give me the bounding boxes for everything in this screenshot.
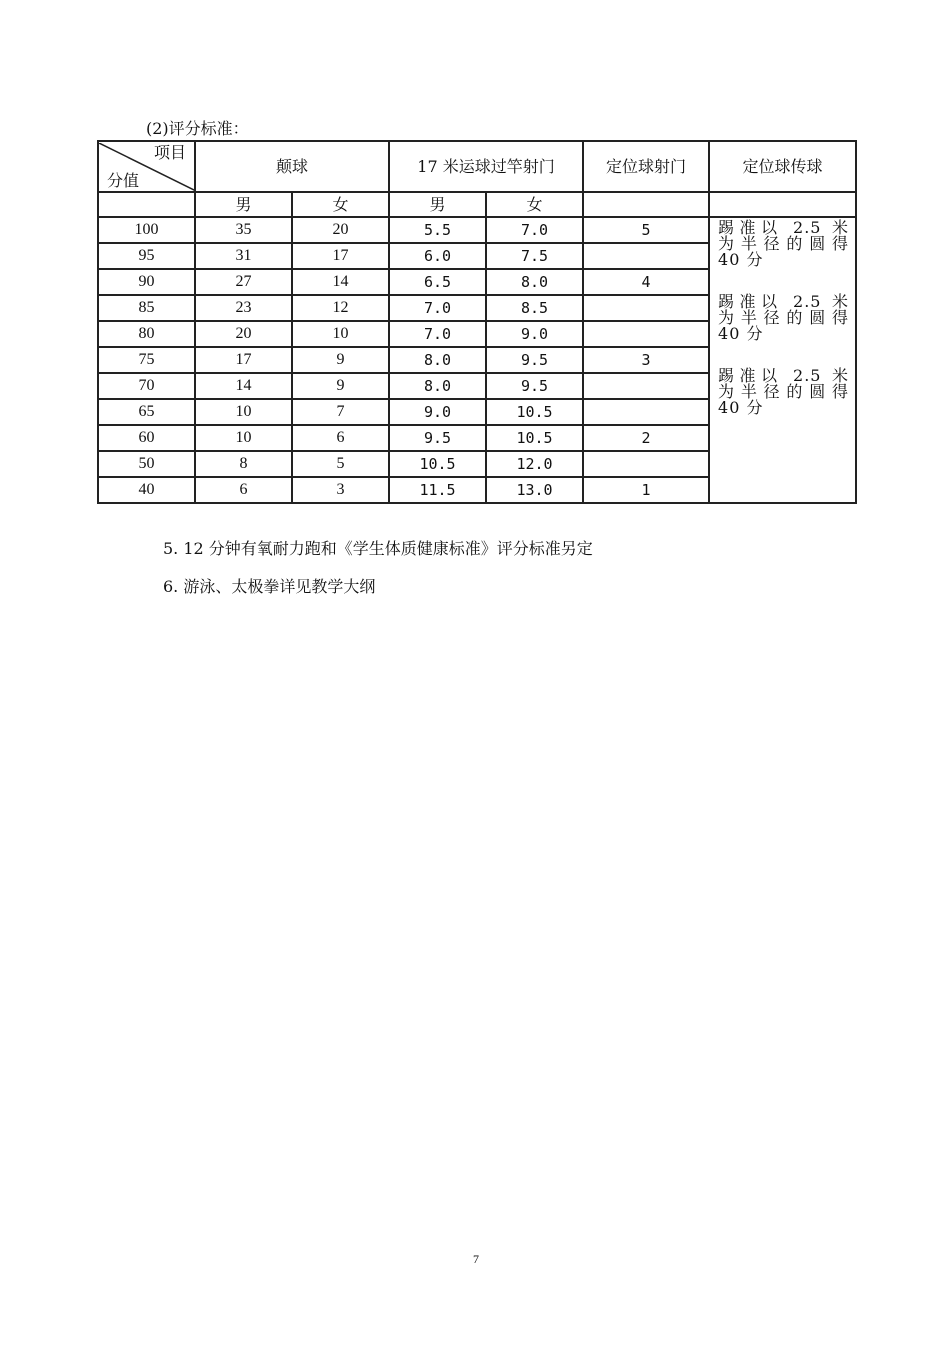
freekick-cell: 4 xyxy=(583,269,709,295)
note-endurance-run: 5. 12 分钟有氧耐力跑和《学生体质健康标准》评分标准另定 xyxy=(163,539,593,558)
dribble-male-cell: 8.0 xyxy=(389,373,486,399)
pass-criteria-cell xyxy=(709,217,856,503)
gender-dribble-male: 男 xyxy=(389,192,486,217)
juggle-male-cell: 10 xyxy=(195,425,292,451)
dribble-male-cell: 7.0 xyxy=(389,321,486,347)
page-number: 7 xyxy=(473,1252,479,1266)
juggle-male-cell: 31 xyxy=(195,243,292,269)
gender-empty-cell xyxy=(709,192,856,217)
note-swimming-taichi: 6. 游泳、太极拳详见教学大纲 xyxy=(163,577,376,596)
juggle-female-cell: 3 xyxy=(292,477,389,503)
freekick-cell: 5 xyxy=(583,217,709,243)
dribble-male-cell: 10.5 xyxy=(389,451,486,477)
score-cell: 50 xyxy=(98,451,195,477)
dribble-female-cell: 8.5 xyxy=(486,295,583,321)
juggle-male-cell: 27 xyxy=(195,269,292,295)
dribble-female-cell: 13.0 xyxy=(486,477,583,503)
pass-line: 40 分 xyxy=(718,250,764,269)
dribble-female-cell: 8.0 xyxy=(486,269,583,295)
pass-line: 踢准以 2.5 米 xyxy=(718,218,850,237)
juggle-male-cell: 20 xyxy=(195,321,292,347)
score-cell: 90 xyxy=(98,269,195,295)
table-row xyxy=(98,217,856,243)
scoring-table xyxy=(97,140,857,504)
header-freekick-pass: 定位球传球 xyxy=(709,141,856,192)
freekick-cell xyxy=(583,321,709,347)
pass-line: 踢准以 2.5 米 xyxy=(718,292,850,311)
juggle-female-cell: 20 xyxy=(292,217,389,243)
header-freekick-shot: 定位球射门 xyxy=(583,141,709,192)
dribble-female-cell: 9.5 xyxy=(486,347,583,373)
score-cell: 70 xyxy=(98,373,195,399)
juggle-male-cell: 10 xyxy=(195,399,292,425)
score-cell: 60 xyxy=(98,425,195,451)
dribble-female-cell: 7.5 xyxy=(486,243,583,269)
pass-line: 为半径的圆得 xyxy=(718,234,850,253)
score-cell: 85 xyxy=(98,295,195,321)
score-cell: 75 xyxy=(98,347,195,373)
juggle-male-cell: 14 xyxy=(195,373,292,399)
dribble-female-cell: 12.0 xyxy=(486,451,583,477)
freekick-cell xyxy=(583,451,709,477)
header-juggling: 颠球 xyxy=(195,141,389,192)
juggle-male-cell: 35 xyxy=(195,217,292,243)
dribble-male-cell: 11.5 xyxy=(389,477,486,503)
freekick-cell xyxy=(583,399,709,425)
score-cell: 65 xyxy=(98,399,195,425)
dribble-male-cell: 7.0 xyxy=(389,295,486,321)
dribble-female-cell: 7.0 xyxy=(486,217,583,243)
gender-row xyxy=(98,192,856,217)
juggle-female-cell: 17 xyxy=(292,243,389,269)
freekick-cell: 1 xyxy=(583,477,709,503)
gender-juggle-male: 男 xyxy=(195,192,292,217)
pass-line: 40 分 xyxy=(718,398,764,417)
pass-line: 踢准以 2.5 米 xyxy=(718,366,850,385)
juggle-female-cell: 12 xyxy=(292,295,389,321)
score-cell: 80 xyxy=(98,321,195,347)
corner-bottom-label: 分值 xyxy=(107,170,140,190)
juggle-male-cell: 6 xyxy=(195,477,292,503)
juggle-female-cell: 9 xyxy=(292,373,389,399)
pass-line: 为半径的圆得 xyxy=(718,308,850,327)
gender-juggle-female: 女 xyxy=(292,192,389,217)
dribble-male-cell: 6.0 xyxy=(389,243,486,269)
score-cell: 95 xyxy=(98,243,195,269)
dribble-male-cell: 6.5 xyxy=(389,269,486,295)
pass-line: 40 分 xyxy=(718,324,764,343)
pass-line: 为半径的圆得 xyxy=(718,382,850,401)
freekick-cell: 3 xyxy=(583,347,709,373)
juggle-female-cell: 7 xyxy=(292,399,389,425)
dribble-female-cell: 9.0 xyxy=(486,321,583,347)
juggle-female-cell: 10 xyxy=(292,321,389,347)
score-cell: 100 xyxy=(98,217,195,243)
freekick-cell xyxy=(583,295,709,321)
freekick-cell xyxy=(583,373,709,399)
gender-dribble-female: 女 xyxy=(486,192,583,217)
juggle-male-cell: 23 xyxy=(195,295,292,321)
dribble-female-cell: 10.5 xyxy=(486,425,583,451)
juggle-female-cell: 9 xyxy=(292,347,389,373)
dribble-female-cell: 9.5 xyxy=(486,373,583,399)
corner-cell xyxy=(98,141,195,192)
dribble-female-cell: 10.5 xyxy=(486,399,583,425)
juggle-female-cell: 6 xyxy=(292,425,389,451)
header-dribble: 17 米运球过竿射门 xyxy=(389,141,583,192)
header-row xyxy=(98,141,856,192)
freekick-cell xyxy=(583,243,709,269)
dribble-male-cell: 8.0 xyxy=(389,347,486,373)
corner-top-label: 项目 xyxy=(153,142,186,162)
table-caption: (2)评分标准： xyxy=(146,119,249,138)
juggle-male-cell: 17 xyxy=(195,347,292,373)
gender-empty-cell xyxy=(583,192,709,217)
juggle-male-cell: 8 xyxy=(195,451,292,477)
juggle-female-cell: 5 xyxy=(292,451,389,477)
dribble-male-cell: 5.5 xyxy=(389,217,486,243)
juggle-female-cell: 14 xyxy=(292,269,389,295)
dribble-male-cell: 9.5 xyxy=(389,425,486,451)
gender-empty-cell xyxy=(98,192,195,217)
dribble-male-cell: 9.0 xyxy=(389,399,486,425)
freekick-cell: 2 xyxy=(583,425,709,451)
score-cell: 40 xyxy=(98,477,195,503)
